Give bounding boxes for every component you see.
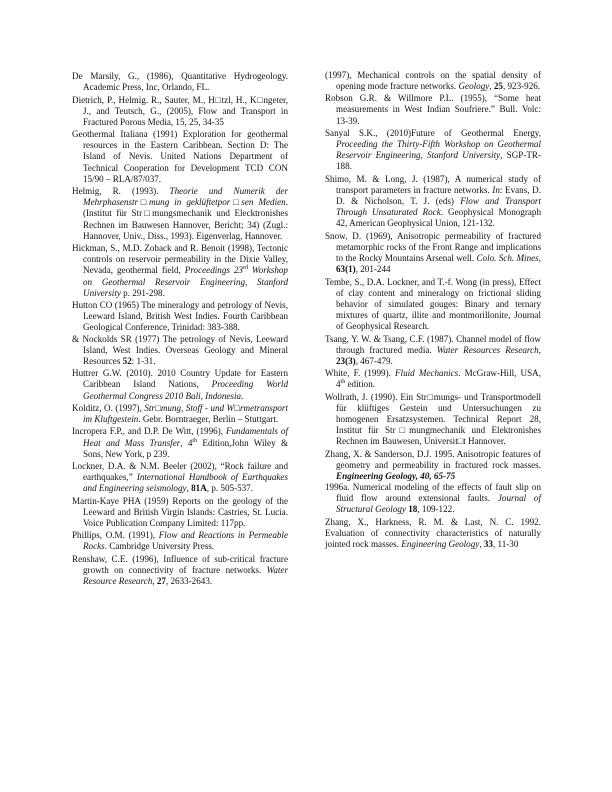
reference-text: Lockner, D.A. & N.M. Beeler (2002), “Rock failure and earthquakes,”	[72, 461, 288, 483]
reference-text: .	[241, 390, 244, 401]
references-right-column	[325, 71, 541, 551]
reference-entry	[325, 517, 541, 550]
reference-text: , p. 505-537.	[206, 483, 254, 494]
reference-text: Wollrath, J. (1990). Ein Str□mungs- und Transportmodell für klüftiges Gestein und Untersuchungen zu homogenen Ersatzsystemen. Technical Report 28, Institut für Str□mungmechanik und Elektronishes Rechnen im Bauwesen, Universit□t Hannover.	[325, 391, 541, 447]
reference-text: , 2633-2643.	[165, 576, 213, 587]
reference-text: edition.	[345, 379, 376, 390]
references-left-column	[72, 71, 288, 588]
reference-text: De Marsily, G., (1986), Quantitative Hydrogeology. Academic Press, Inc, Orlando, FL.	[72, 71, 288, 93]
reference-text: Flow and Reactions in Permeable Rocks	[83, 530, 288, 552]
reference-text: 23(3)	[336, 355, 356, 366]
reference-text: Edition,John Wiley & Sons, New York, p 239.	[83, 437, 289, 459]
reference-entry	[72, 461, 288, 494]
reference-text: Incropera F.P., and D.P. De Witt, (1996),	[72, 426, 226, 437]
reference-text: Hickman, S., M.D. Zoback and R. Benoit (1998), Tectonic controls on reservoir permeability in the Dixie Valley, Nevada, geothermal field,	[72, 243, 288, 276]
reference-text: th	[192, 437, 198, 444]
reference-text: (1997), Mechanical controls on the spatial density of opening mode fracture networks.	[325, 69, 541, 91]
reference-entry	[325, 277, 541, 333]
reference-text: Geothermal Italiana (1991) Exploration for geothermal resources in the Eastern Caribbean. Section D: The Island of Nevis. United Nations Department of Technical Cooperation for Development TCD CON 15/90 – RLA/87/037.	[72, 129, 288, 184]
reference-text: Journal of Structural Geology	[336, 493, 541, 515]
reference-entry	[72, 129, 288, 185]
reference-text: Phillips, O.M. (1991),	[72, 530, 159, 541]
reference-entry	[325, 128, 541, 173]
reference-text: : 1-31.	[131, 355, 156, 366]
reference-text: Shimo, M. & Long, J. (1987), A numerical study of transport parameters in fracture networks.	[325, 173, 541, 195]
reference-entry	[72, 334, 288, 367]
reference-entry	[325, 368, 541, 390]
reference-entry	[72, 243, 288, 299]
reference-text: ,	[186, 483, 192, 494]
reference-entry	[325, 334, 541, 367]
reference-entry	[325, 93, 541, 126]
reference-text: Snow, D. (1969), Anisotropic permeability of fractured metamorphic rocks of the Front Range and implications to the Rocky Mountains Arsenal well.	[325, 230, 541, 264]
reference-text: Engineering Geology	[401, 539, 480, 550]
reference-text: Proceedings 23	[184, 265, 243, 276]
reference-entry	[72, 530, 288, 552]
reference-text: ,	[489, 80, 494, 91]
reference-text: ,	[538, 344, 541, 355]
reference-text: Colo. Sch. Mines	[476, 253, 539, 264]
reference-entry	[72, 554, 288, 587]
reference-text: ,	[479, 539, 484, 550]
reference-text: Tembe, S., D.A. Lockner, and T.-f. Wong (in press), Effect of clay content and mineralogy on frictional sliding behavior of simulated gouges: Binary and ternary mixtures of quartz, illite and montmorillonite, Journal of Geophysical Research.	[325, 276, 541, 332]
reference-text: Flow and Transport Through Unsaturated Rock	[336, 196, 541, 218]
reference-text: . McGraw-Hill, USA, 4	[336, 368, 541, 390]
reference-text: 81A	[191, 483, 207, 494]
reference-text: , 109-122.	[417, 504, 455, 515]
reference-text: Helmig, R. (1993).	[72, 186, 170, 197]
reference-text: th	[340, 379, 346, 386]
reference-text: , 11-30	[492, 539, 519, 550]
reference-text: Geology	[458, 80, 490, 91]
reference-entry	[72, 186, 288, 242]
reference-text: Tsang, Y. W. & Tsang, C.F. (1987). Channel model of flow through fractured media.	[325, 333, 541, 355]
reference-entry	[72, 71, 288, 93]
reference-text: 52	[122, 355, 132, 366]
reference-text: 63(1)	[336, 264, 356, 275]
reference-text: & Nockolds SR (1977) The petrology of Nevis, Leeward Island, West Indies. Overseas Geology and Mineral Resources	[72, 333, 288, 366]
reference-text: Dietrich, P., Helmig. R., Sauter, M., H□tzl, H., K□ngeter, J., and Teutsch, G., (2005), Flow and Transport in Fractured Porous Media, 15, 25, 34-35	[72, 94, 288, 127]
reference-text: p. 291-298.	[120, 287, 165, 298]
reference-entry	[325, 392, 541, 448]
reference-entry	[72, 300, 288, 333]
reference-text: 27	[156, 576, 166, 587]
reference-text: . (Institut für Str□mungsmechanik und Elecktronishes Rechnen im Bauwesen Hannover, Bericht; 34) (Zugl.: Hannover, Univ., Diss., 1993). Eigenverlag, Hannover.	[83, 197, 288, 241]
reference-entry	[72, 95, 288, 128]
reference-text: Kolditz, O. (1997),	[72, 402, 145, 413]
reference-text: . Gebr. Borntraeger, Berlin – Stuttgart.	[138, 414, 279, 424]
reference-text: Zhang, X., Harkness, R. M. & Last, N. C. 1992. Evaluation of connectivity characteristics of naturally jointed rock masses.	[325, 516, 541, 550]
reference-text: Huttrer G.W. (2010). 2010 Country Update for Eastern Caribbean Island Nations,	[72, 368, 288, 390]
reference-text: Zhang, X. & Sanderson, D.J. 1995. Anisotropic features of geometry and permeability in fractured rock masses.	[325, 448, 541, 470]
reference-text: In	[492, 184, 500, 195]
reference-text: Proceeding the Thirty-Fifth Workshop on Geothermal Reservoir Engineering, Stanford University	[336, 139, 541, 161]
reference-text: , 467-479.	[355, 355, 393, 366]
reference-entry	[72, 426, 288, 459]
reference-text: 1996a. Numerical modeling of the effects of fault slip on fluid flow around extensional faults.	[325, 482, 541, 504]
reference-entry	[325, 231, 541, 276]
reference-text: Hutton CO (1965) The mineralogy and petrology of Nevis, Leeward Island, British West Indies. Fourth Caribbean Geological Conference, Trinidad: 383-388.	[72, 300, 288, 333]
reference-text: Str□mung, Stoff - und W□rmetransport im Kluftgestein	[83, 402, 288, 424]
reference-entry	[72, 496, 288, 529]
reference-text: : Evans, D. D. & Nicholson, T. J. (eds)	[336, 184, 541, 207]
reference-text: . Cambridge University Press.	[104, 541, 215, 552]
reference-entry	[325, 449, 541, 482]
reference-text: Fluid Mechanics	[395, 368, 459, 379]
reference-text: Water Resource Research,	[83, 564, 288, 587]
reference-text: , 923-926.	[502, 80, 541, 91]
reference-text: White, F. (1999).	[325, 368, 395, 379]
reference-text: rd	[242, 265, 248, 272]
reference-text: ,	[538, 253, 541, 264]
reference-text: . Geophysical Monograph 42, American Geophysical Union, 121-132.	[336, 207, 541, 229]
reference-text: Robson G.R. & Willmore P.L. (1955), “Some heat measurements in West Indian Soufriere.” Bull. Volc: 13-39.	[325, 93, 541, 126]
reference-text: Martin-Kaye PHA (1959) Reports on the geology of the Leeward and British Virgin Islands: Castries, St. Lucia. Voice Publication Company Limited: 117pp.	[72, 495, 288, 528]
reference-text: Theorie und Numerik der Mehrphasenstr□mung in geklüftetpor□sen Medien	[83, 186, 288, 208]
reference-text: International Handbook of Earthquakes and Engineering seismology	[83, 472, 288, 494]
reference-entry	[72, 403, 288, 425]
reference-text: , SGP-TR-188.	[336, 150, 541, 172]
reference-text: Renshaw, C.E. (1996), Influence of sub-critical fracture growth on connectivity of fracture networks.	[72, 553, 288, 575]
reference-text: 25	[493, 80, 503, 91]
reference-text: Fundamentals of Heat and Mass Transfer	[83, 426, 288, 448]
reference-text: Workshop on Geothermal Reservoir Engineering, Stanford University	[83, 265, 288, 298]
reference-text: 33	[483, 539, 493, 550]
reference-text: Sanyal S.K., (2010)Future of Geothermal Energy,	[325, 127, 541, 138]
reference-text: Water Resources Research	[436, 344, 539, 355]
reference-entry	[325, 482, 541, 515]
reference-text: Proceeding World Geothermal Congress 2010 Bali, Indonesia	[83, 379, 288, 401]
reference-text: , 201-244	[355, 264, 391, 275]
reference-text: , 4	[180, 437, 193, 448]
reference-entry	[325, 174, 541, 230]
reference-entry	[72, 368, 288, 401]
reference-entry	[325, 70, 541, 92]
reference-text: 18	[408, 504, 418, 515]
reference-text: Engineering Geology, 40, 65-75	[336, 470, 456, 481]
